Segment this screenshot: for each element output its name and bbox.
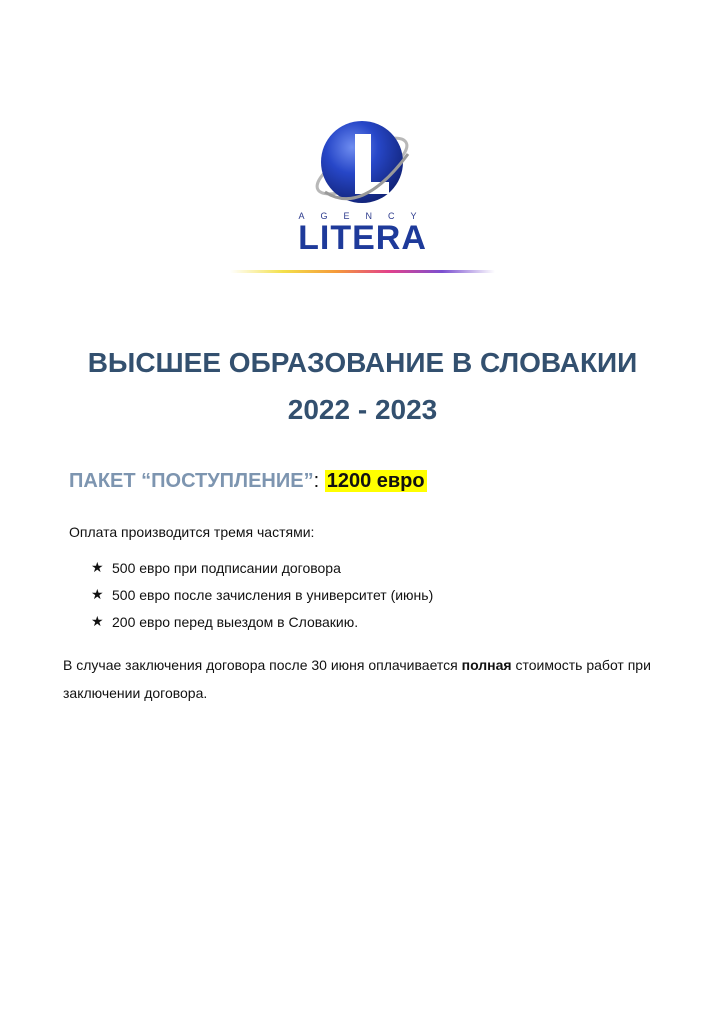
agency-label: AGENCY [298, 211, 433, 221]
star-icon: ★ [91, 614, 104, 630]
note-text-bold: полная [461, 657, 512, 673]
page-subtitle-years: 2022 - 2023 [287, 394, 438, 425]
list-item [91, 560, 433, 587]
star-icon: ★ [91, 587, 104, 603]
payment-item-text: 500 евро после зачисления в университет (июнь) [112, 587, 434, 603]
agency-logo [0, 120, 725, 280]
list-item [91, 587, 433, 614]
list-item [91, 614, 433, 641]
litera-globe-logo-icon [305, 120, 420, 210]
contract-note [63, 651, 673, 707]
payment-item-text: 500 евро при подписании договора [112, 560, 341, 576]
package-price-line [69, 470, 427, 493]
package-label: ПАКЕТ “ПОСТУПЛЕНИЕ” [69, 470, 314, 492]
note-text-before: В случае заключения договора после 30 июня оплачивается [63, 657, 462, 673]
note-text-after: стоимость работ при заключении договора. [63, 657, 651, 701]
payment-list [91, 560, 433, 641]
star-icon: ★ [91, 560, 104, 576]
payment-item-text: 200 евро перед выездом в Словакию. [112, 614, 359, 630]
payment-intro: Оплата производится тремя частями: [69, 524, 315, 540]
package-separator: : [313, 470, 320, 492]
page-title: ВЫСШЕЕ ОБРАЗОВАНИЕ В СЛОВАКИИ [87, 347, 638, 378]
brand-divider [230, 270, 495, 273]
package-price: 1200 евро [326, 470, 425, 492]
brand-name: LITERA [298, 219, 427, 257]
